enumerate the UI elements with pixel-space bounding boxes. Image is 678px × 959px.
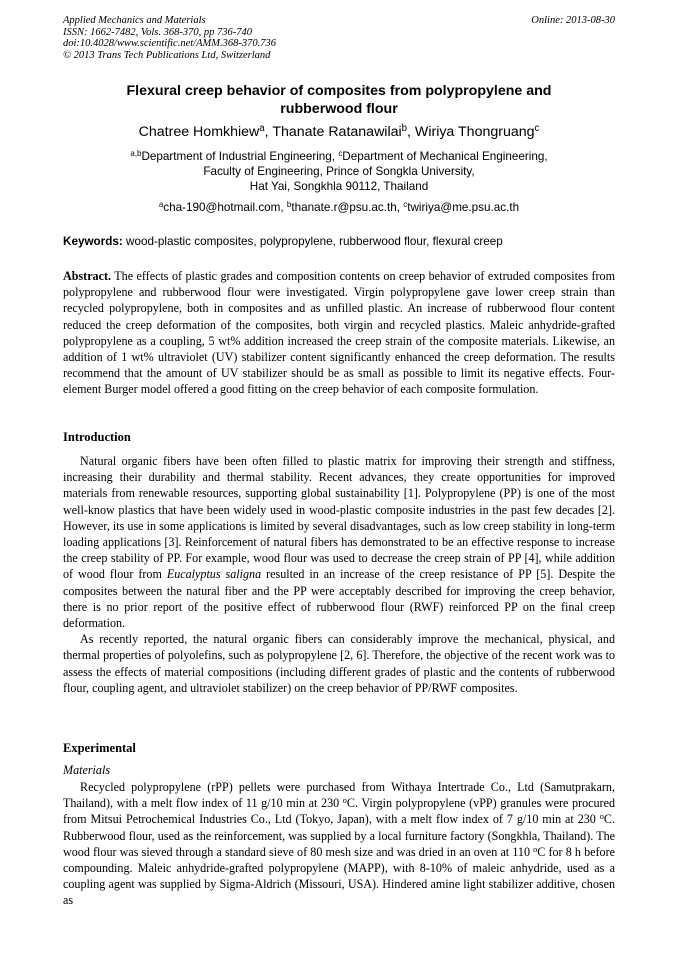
author-superscript: a — [259, 123, 265, 135]
affiliation-superscript: a,b — [130, 149, 142, 159]
degree-superscript: o — [342, 796, 347, 806]
email-superscript: b — [286, 200, 292, 210]
author-name: Thanate Ratanawilai — [272, 124, 402, 140]
journal-header — [63, 15, 615, 61]
author-name: Chatree Homkhiew — [138, 124, 260, 140]
paper-title — [63, 82, 615, 118]
introduction-body — [63, 453, 615, 696]
abstract — [63, 268, 615, 398]
author-superscript: c — [534, 123, 540, 135]
author-separator: , — [264, 124, 273, 140]
affiliation-dept: Department of Industrial Engineering, — [141, 150, 339, 163]
keywords — [63, 234, 623, 249]
email-superscript: a — [158, 200, 164, 210]
email-address[interactable]: thanate.r@psu.ac.th, — [291, 201, 404, 214]
paragraph — [63, 779, 615, 909]
degree-superscript: o — [599, 812, 604, 822]
paragraph-text: resulted in an increase of the creep resistance of PP [5]. Despite the composites between the natural fiber and the PP were acceptably described for improving the creep behavior, there is no prior report of the positive effect of rubberwood flour (RWF) reinforced PP on the final creep deformation. — [63, 567, 616, 631]
abstract-text: The effects of plastic grades and composition contents on creep behavior of extruded composites from polypropylene and rubberwood flour were investigated. Virgin polypropylene gave lower creep strain than recycled polypropylene, both in composites and as unfilled plastic. An increase of rubberwood flour content reduced the creep deformation of the composites, both virgin and recycled plastics. Maleic anhydride-grafted polypropylene as a coupling, 5 wt% addition increased the creep strain of the composite materials. Likewise, an addition of 1 wt% ultraviolet (UV) stabilizer content significantly enhanced the creep deformation. The results recommend that the amount of UV stabilizer should be as small as possible to limit its negative effects. Four-element Burger model offered a good fitting on the creep behavior of each composite formulation. — [63, 269, 615, 397]
author-separator: , — [407, 124, 415, 140]
paragraph-text: C. Virgin polypropylene (vPP) granules were procured from Mitsui Petrochemical Industries Co., Ltd (Tokyo, Japan), with a melt flow index of 7 g/10 min at 230 — [63, 796, 615, 827]
introduction-heading: Introduction — [63, 430, 131, 444]
paragraph — [63, 453, 615, 631]
species-name: Eucalyptus saligna — [166, 567, 262, 582]
title-line-2: rubberwood flour — [280, 101, 398, 117]
abstract-label: Abstract. — [63, 269, 112, 283]
paragraph: As recently reported, the natural organic fibers can considerably improve the mechanical, physical, and thermal properties of polyolefins, such as polypropylene [2, 6]. Therefore, the objective of the recent work was to assess the effects of material compositions (including different grades of plastic and the contents of rubberwood flour, coupling agent, and ultraviolet stabilizer) on the creep behavior of PP/RWF composites. — [63, 632, 615, 695]
author-emails — [63, 200, 615, 215]
materials-subheading: Materials — [63, 763, 111, 777]
affiliation-line-1 — [63, 149, 615, 164]
affiliation-dept: Department of Mechanical Engineering, — [342, 150, 548, 163]
email-address[interactable]: cha-190@hotmail.com, — [163, 201, 287, 214]
affiliation-superscript: c — [338, 149, 343, 159]
email-address[interactable]: twiriya@me.psu.ac.th — [407, 201, 520, 214]
author-name: Wiriya Thongruang — [414, 124, 535, 140]
journal-name: Applied Mechanics and Materials — [63, 15, 206, 26]
paragraph-text: C. Rubberwood flour, used as the reinforcement, was supplied by a local furniture factory (Songkhla, Thailand). The wood flour was sieved through a standard sieve of 80 mesh size and was dried in an oven at 110 — [63, 812, 615, 859]
keywords-text: wood-plastic composites, polypropylene, rubberwood flour, flexural creep — [122, 235, 503, 248]
affiliations — [63, 149, 615, 194]
copyright-line: © 2013 Trans Tech Publications Ltd, Switzerland — [63, 49, 271, 61]
email-superscript: c — [403, 200, 408, 210]
author-superscript: b — [401, 123, 408, 135]
paragraph-text: Natural organic fibers have been often filled to plastic matrix for improving their strength and stiffness, increasing their durability and thermal stability. Recent advances, they create opportunities for improved materials from renewable resources, supporting global sustainability [1]. Polypropylene (PP) is one of the most well-know plastics that have been widely used in wood-plastic composite industries in the past few decades [2]. However, its use in some applications is limited by several disadvantages, such as low creep stability in long-term loading applications [3]. Reinforcement of natural fibers has demonstrated to be an effective response to increase the creep stability of PP. For example, wood flour was used to decrease the creep strain of PP [4], while addition of wood flour from — [63, 454, 615, 582]
issn-line: ISSN: 1662-7482, Vols. 368-370, pp 736-740 — [63, 26, 252, 38]
affiliation-line-2: Faculty of Engineering, Prince of Songkla University, — [203, 165, 475, 178]
online-date: Online: 2013-08-30 — [531, 15, 615, 26]
paragraph-text: Recycled polypropylene (rPP) pellets were purchased from Withaya Intertrade Co., Ltd (Samutprakarn, Thailand), with a melt flow index of 11 g/10 min at 230 — [63, 780, 615, 811]
keywords-label: Keywords: — [63, 235, 123, 248]
author-list — [63, 123, 615, 141]
materials-body — [63, 779, 615, 909]
paragraph-text: C for 8 h before compounding. Maleic anhydride-grafted polypropylene (MAPP), with 8-10% of maleic anhydride, used as a coupling agent was supplied by Sigma-Aldrich (Missouri, USA). Hindered amine light stabilizer additive, chosen as — [63, 844, 615, 908]
doi-line[interactable]: doi:10.4028/www.scientific.net/AMM.368-370.736 — [63, 38, 276, 50]
experimental-heading: Experimental — [63, 741, 136, 755]
degree-superscript: o — [533, 844, 538, 854]
title-line-1: Flexural creep behavior of composites from polypropylene and — [126, 83, 552, 99]
affiliation-line-3: Hat Yai, Songkhla 90112, Thailand — [249, 180, 429, 193]
